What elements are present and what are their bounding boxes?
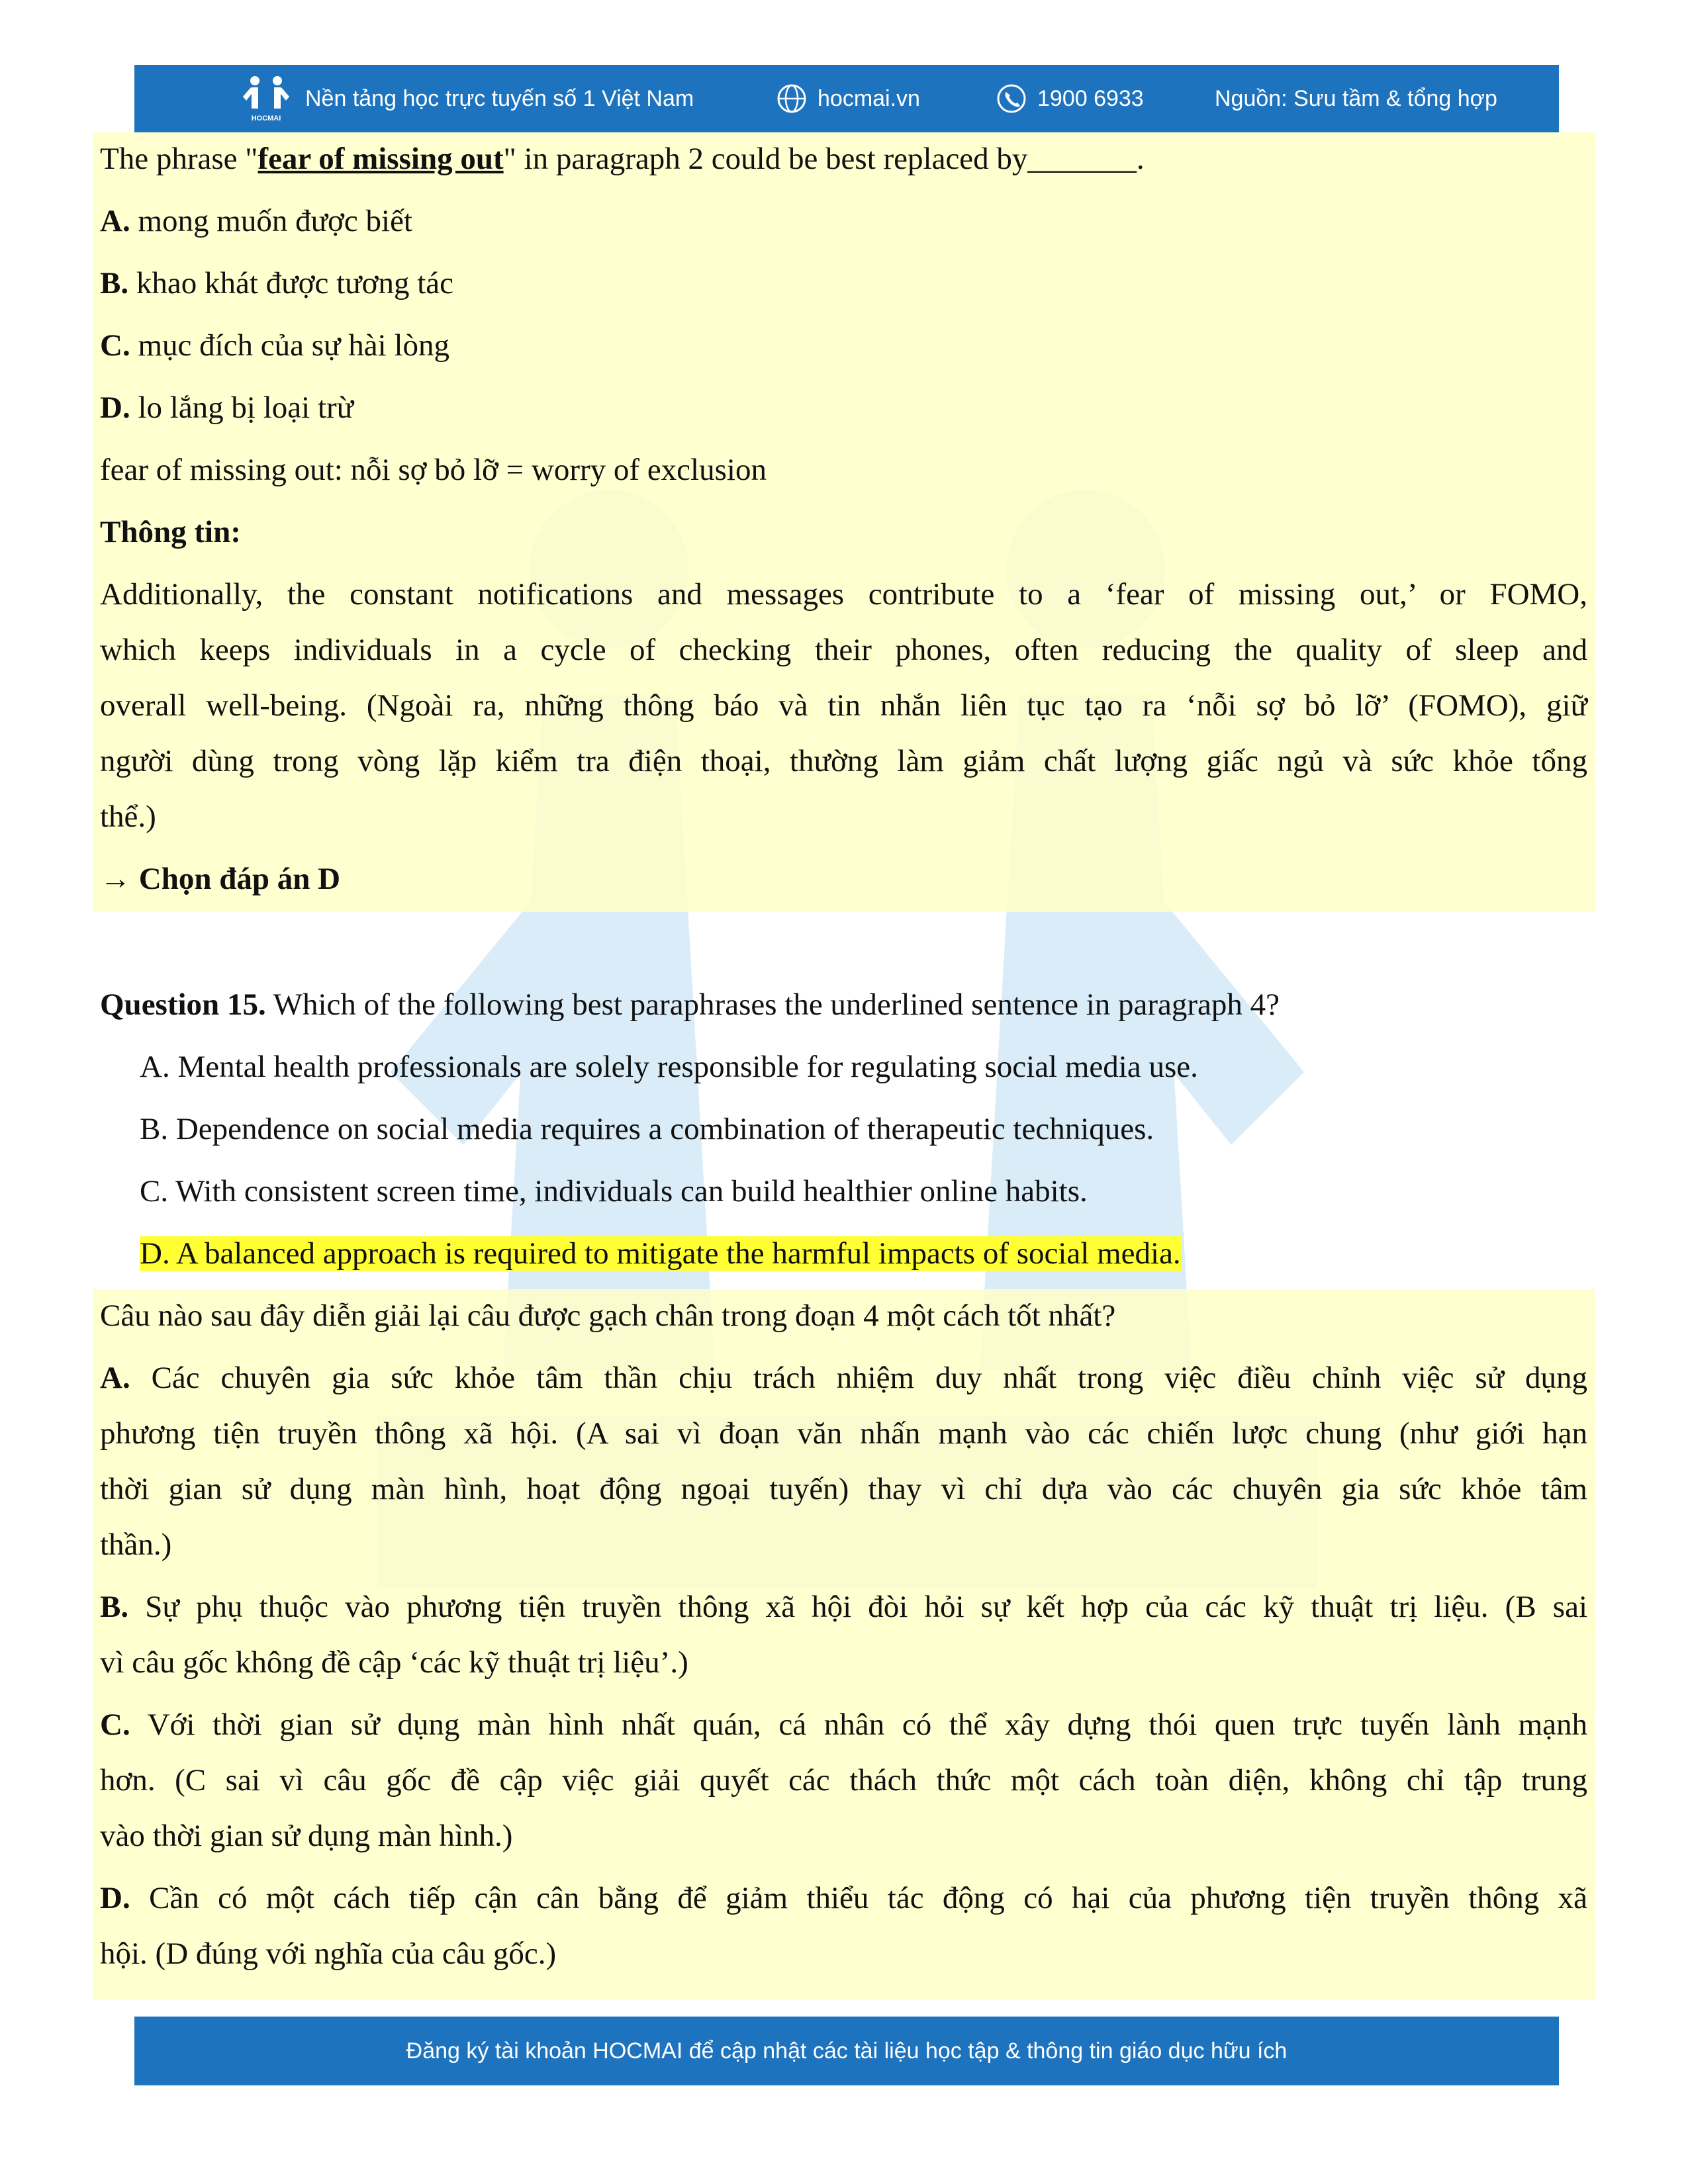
q15-explanation-line: vì câu gốc không đề cập ‘các kỹ thuật trị liệu’.)	[100, 1645, 688, 1680]
source-note: Nguồn: Sưu tầm & tổng hợp	[1215, 85, 1497, 111]
q14-info-line: which keeps individuals in a cycle of checking their phones, often reducing the quality of sleep and	[100, 633, 1587, 667]
phone-text: 1900 6933	[1037, 85, 1144, 111]
bottom-banner[interactable]	[134, 2017, 1559, 2085]
q14-info-label: Thông tin:	[100, 515, 241, 549]
q15-option-b: B. Dependence on social media requires a combination of therapeutic techniques.	[140, 1112, 1154, 1146]
q15-explanation-line: phương tiện truyền thông xã hội. (A sai vì đoạn văn nhấn mạnh vào các chiến lược chung (như giới hạn	[100, 1416, 1587, 1451]
signup-text: Đăng ký tài khoản HOCMAI để cập nhật các tài liệu học tập & thông tin giáo dục hữu ích	[406, 2038, 1288, 2064]
top-banner	[134, 65, 1559, 132]
q15-explanation-c: C. Với thời gian sử dụng màn hình nhất quán, cá nhân có thể xây dựng thói quen trực tuyến lành mạnh	[100, 1707, 1587, 1742]
q15-option-d	[140, 1226, 1587, 1281]
q15-stem: Question 15. Which of the following best paraphrases the underlined sentence in paragraph 4?	[100, 987, 1280, 1022]
q14-info-line: người dùng trong vòng lặp kiểm tra điện thoại, thường làm giảm chất lượng giấc ngủ và sức khỏe tổng	[100, 744, 1587, 778]
q15-explanation-line: hơn. (C sai vì câu gốc đề cập việc giải quyết các thách thức một cách toàn diện, không chỉ tập trung	[100, 1763, 1587, 1797]
website-link[interactable]	[776, 65, 920, 132]
q14-option-b: B. khao khát được tương tác	[100, 266, 453, 300]
q14-vocab-note: fear of missing out: nỗi sợ bỏ lỡ = worry of exclusion	[100, 453, 767, 487]
q14-info-line: Additionally, the constant notifications and messages contribute to a ‘fear of missing out,’ or FOMO,	[100, 577, 1587, 612]
q14-option-d: D. lo lắng bị loại trừ	[100, 390, 354, 425]
q14-stem: The phrase "fear of missing out" in paragraph 2 could be best replaced by_______.	[100, 142, 1145, 176]
tagline: Nền tảng học trực tuyến số 1 Việt Nam	[305, 85, 694, 111]
correct-answer-highlight: D. A balanced approach is required to mitigate the harmful impacts of social media.	[140, 1236, 1181, 1271]
q15-explanation-line: thần.)	[100, 1527, 172, 1562]
q15-explanation-a: A. Các chuyên gia sức khỏe tâm thần chịu trách nhiệm duy nhất trong việc điều chỉnh việc sử dụng	[100, 1361, 1588, 1395]
q14-info-line: thể.)	[100, 799, 156, 834]
phone-icon	[996, 83, 1027, 114]
q15-explanation-d: D. Cần có một cách tiếp cận cân bằng để giảm thiểu tác động có hại của phương tiện truyền thông xã	[100, 1881, 1587, 1915]
hocmai-logo-icon	[240, 74, 292, 123]
q14-answer: → Chọn đáp án D	[100, 862, 341, 896]
q15-explanation-line: hội. (D đúng với nghĩa của câu gốc.)	[100, 1936, 557, 1971]
globe-icon	[776, 83, 807, 114]
q15-option-a: A. Mental health professionals are solely responsible for regulating social media use.	[140, 1050, 1198, 1084]
q15-vi-question: Câu nào sau đây diễn giải lại câu được gạch chân trong đoạn 4 một cách tốt nhất?	[100, 1298, 1116, 1333]
q15-explanation-line: thời gian sử dụng màn hình, hoạt động ngoại tuyến) thay vì chỉ dựa vào các chuyên gia sức khỏe tâm	[100, 1472, 1587, 1506]
svg-text:HOCMAI: HOCMAI	[251, 114, 281, 122]
q15-explanation-line: vào thời gian sử dụng màn hình.)	[100, 1819, 513, 1853]
q14-option-a: A. mong muốn được biết	[100, 204, 412, 238]
q14-info-line: overall well-being. (Ngoài ra, những thông báo và tin nhắn liên tục tạo ra ‘nỗi sợ bỏ lỡ’ (FOMO), giữ	[100, 688, 1587, 723]
q14-option-c: C. mục đích của sự hài lòng	[100, 328, 450, 363]
q14-key-phrase: fear of missing out	[258, 142, 504, 176]
q15-explanation-b: B. Sự phụ thuộc vào phương tiện truyền thông xã hội đòi hỏi sự kết hợp của các kỹ thuật trị liệu. (B sai	[100, 1590, 1588, 1624]
q15-option-c: C. With consistent screen time, individuals can build healthier online habits.	[140, 1174, 1088, 1208]
website-text: hocmai.vn	[818, 85, 920, 111]
phone-link[interactable]	[996, 65, 1144, 132]
